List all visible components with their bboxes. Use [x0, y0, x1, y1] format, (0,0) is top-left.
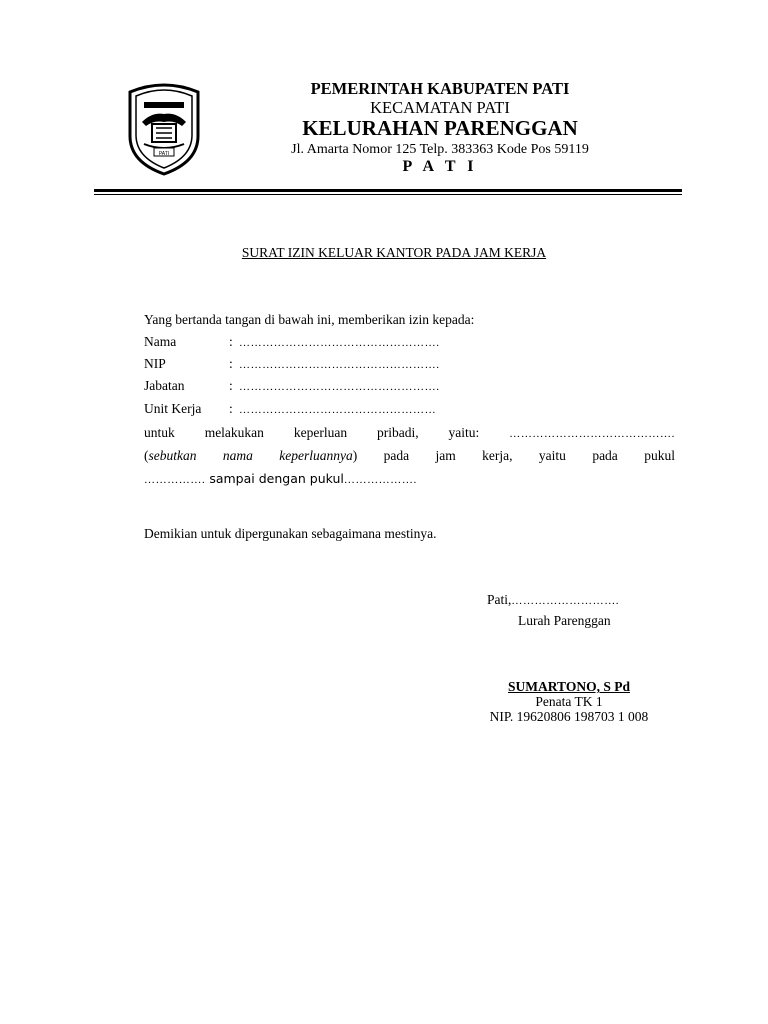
- hint-word: sebutkan: [148, 448, 197, 463]
- intro-text: Yang bertanda tangan di bawah ini, memberikan izin kepada:: [144, 312, 475, 327]
- signature-place: Pati,: [487, 592, 512, 607]
- end-time-dots: ……………….: [343, 474, 417, 486]
- field-label-nama: Nama: [144, 334, 177, 349]
- purpose-word: pada: [383, 448, 410, 463]
- purpose-line-1: [144, 425, 675, 441]
- letterhead-city: P A T I: [402, 158, 478, 175]
- field-colon-unit-kerja: :: [229, 401, 233, 416]
- purpose-hint-sebutkan: [144, 448, 197, 464]
- start-time-dots: …………….: [144, 474, 206, 486]
- close-paren: ): [352, 448, 358, 463]
- letterhead-divider-thick: [94, 189, 682, 192]
- signature-date-dots: ……………………….: [511, 595, 620, 607]
- signatory-rank: Penata TK 1: [535, 694, 603, 709]
- purpose-word: yaitu: [538, 448, 566, 463]
- hint-word: nama: [222, 448, 253, 463]
- open-paren: (: [144, 448, 149, 463]
- purpose-word: melakukan: [204, 425, 264, 440]
- purpose-line-3: [144, 471, 417, 487]
- hint-word: keperluannya: [279, 448, 353, 463]
- field-dots-jabatan: …………………………………………….: [239, 381, 440, 393]
- letterhead-address: Jl. Amarta Nomor 125 Telp. 383363 Kode Pos 59119: [291, 142, 589, 157]
- signature-position: Lurah Parenggan: [518, 613, 611, 628]
- purpose-word: jam: [435, 448, 456, 463]
- purpose-line-2: [144, 448, 675, 464]
- regency-crest-logo: [122, 78, 206, 176]
- document-title: SURAT IZIN KELUAR KANTOR PADA JAM KERJA: [241, 245, 547, 260]
- letterhead-government: PEMERINTAH KABUPATEN PATI: [310, 79, 570, 98]
- signatory-nip: NIP. 19620806 198703 1 008: [489, 709, 649, 724]
- closing-text: Demikian untuk dipergunakan sebagaimana mestinya.: [144, 526, 437, 541]
- field-colon-jabatan: :: [229, 378, 233, 393]
- signatory-name: SUMARTONO, S Pd: [508, 679, 630, 694]
- field-colon-nip: :: [229, 356, 233, 371]
- field-dots-nip: …………………………………………….: [239, 359, 440, 371]
- letterhead-divider-thin: [94, 194, 682, 195]
- document-title-wrap: [0, 245, 768, 261]
- until-text: sampai dengan pukul: [205, 471, 344, 486]
- purpose-word: pribadi,: [377, 425, 419, 440]
- purpose-word: keperluan: [293, 425, 348, 440]
- crest-label: PATI: [158, 151, 170, 157]
- purpose-word: untuk: [144, 425, 175, 440]
- purpose-word: pada: [592, 448, 618, 463]
- field-dots-nama: …………………………………………….: [239, 337, 440, 349]
- field-label-jabatan: Jabatan: [144, 378, 185, 393]
- purpose-hint-keperluannya: [279, 448, 357, 464]
- letterhead-district: KECAMATAN PATI: [370, 98, 510, 117]
- letterhead-village: KELURAHAN PARENGGAN: [302, 116, 578, 140]
- purpose-word: pukul: [644, 448, 675, 463]
- field-dots-unit-kerja: ……………………………………………: [239, 404, 437, 416]
- purpose-word: yaitu:: [448, 425, 480, 440]
- field-label-unit-kerja: Unit Kerja: [144, 401, 202, 416]
- field-label-nip: NIP: [144, 356, 166, 371]
- purpose-word: kerja,: [482, 448, 513, 463]
- signature-place-date: [487, 592, 619, 608]
- field-colon-nama: :: [229, 334, 233, 349]
- purpose-dots-1: …………………………………….: [509, 428, 675, 440]
